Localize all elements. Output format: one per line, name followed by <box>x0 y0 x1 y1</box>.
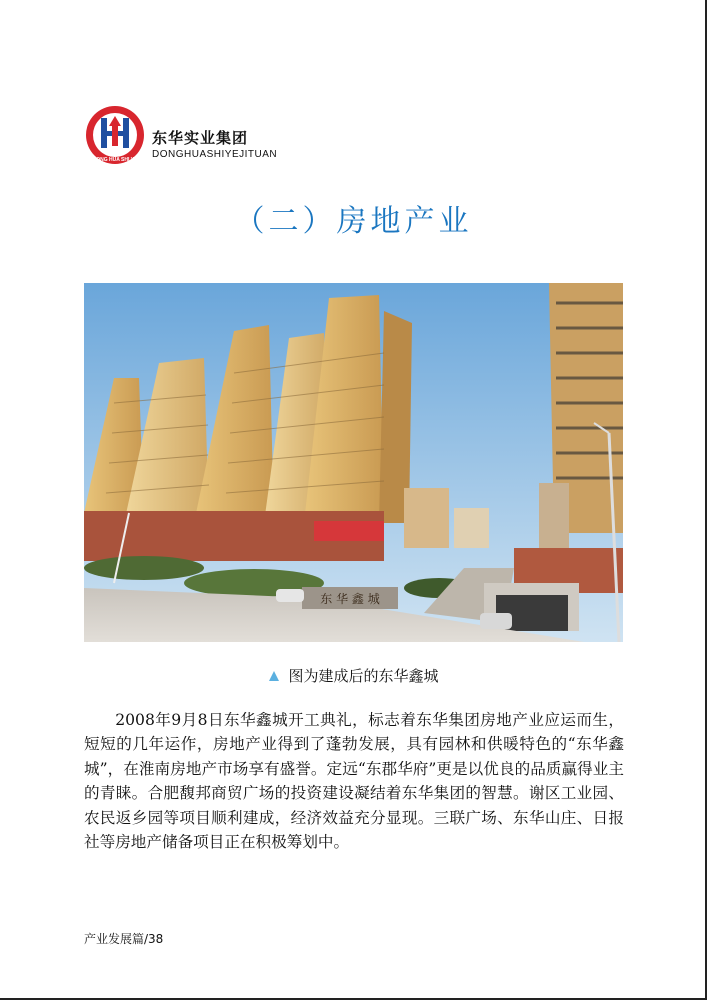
body-paragraph: 2008年9月8日东华鑫城开工典礼，标志着东华集团房地产业应运而生，短短的几年运作，房地产业得到了蓬勃发展，具有园林和供暖特色的“东华鑫城”，在淮南房地产市场享有盛誉。定远“东郡华府”更是以优良的品质赢得业主的青睐。合肥馥邦商贸广场的投资建设凝结着东华集团的智慧。谢区工业园、农民返乡园等项目顺利建成，经济效益充分显现。三联广场、东华山庄、日报社等房地产储备项目正在积极筹划中。 <box>84 711 624 852</box>
caption-text: 图为建成后的东华鑫城 <box>288 667 439 685</box>
svg-text:DONG HUA SHI YE: DONG HUA SHI YE <box>92 157 138 163</box>
section-title: （二）房地产业 <box>234 204 473 239</box>
page-footer: 产业发展篇/38 <box>84 932 164 946</box>
company-name-en: DONGHUASHIYEJITUAN <box>152 149 278 160</box>
company-name-cn: 东华实业集团 <box>152 129 249 147</box>
photo-caption <box>0 665 707 686</box>
triangle-icon <box>268 668 280 686</box>
building-sign-text: 东 华 鑫 城 <box>320 592 380 606</box>
residential-towers-photo <box>84 283 623 642</box>
company-logo <box>84 104 146 166</box>
